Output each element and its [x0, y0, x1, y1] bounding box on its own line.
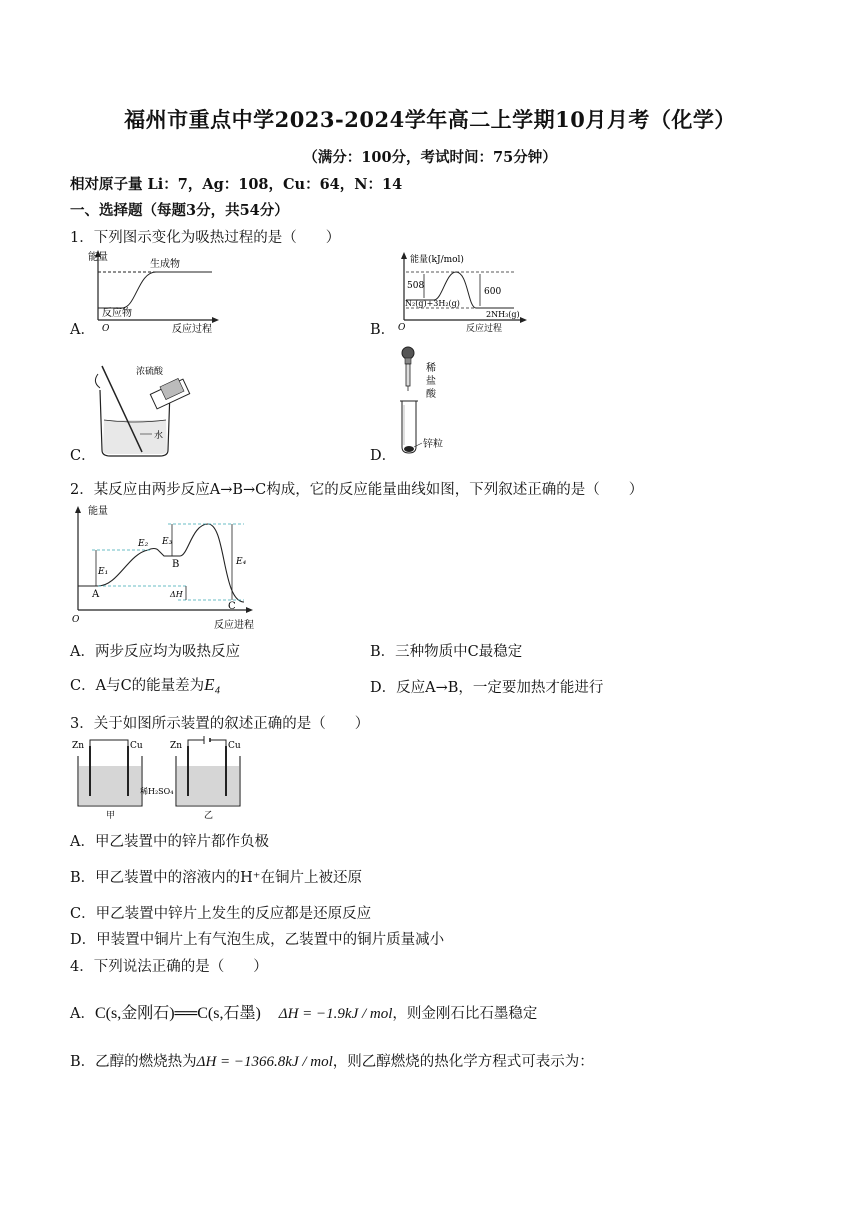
q1-option-a-label: A． [70, 322, 95, 338]
q4-option-a [70, 1000, 537, 1023]
q4-option-b-text: B．乙醇的燃烧热为 [70, 1054, 197, 1070]
q3-acid: 稀H₂SO₄ [140, 787, 174, 796]
q2-option-c-text: C．A与C的能量差为 [70, 678, 205, 694]
page-title: 福州市重点中学2023-2024学年高二上学期10月月考（化学） [124, 107, 736, 132]
q1d-acid-1: 稀 [426, 363, 436, 374]
q3-yi: 乙 [204, 811, 214, 821]
q1b-600: 600 [484, 287, 502, 297]
q4-stem: 4．下列说法正确的是（ ） [70, 959, 268, 975]
q1a-reactant: 反应物 [102, 308, 132, 319]
q1c-acid: 浓硫酸 [136, 367, 164, 377]
q2-e2: E₂ [138, 539, 149, 549]
q2-stem: 2．某反应由两步反应A→B→C构成，它的反应能量曲线如图，下列叙述正确的是（ ） [70, 482, 644, 498]
q1-figure-c [90, 360, 200, 460]
q4-option-a-enthalpy: ΔH = −1.9kJ / mol [278, 1006, 393, 1022]
q1-option-d-label: D． [370, 448, 397, 464]
q3-jia: 甲 [106, 811, 116, 821]
q2-origin: O [72, 615, 80, 625]
q1-stem: 1．下列图示变化为吸热过程的是（ ） [70, 230, 341, 246]
q1a-y-label: 能量 [88, 252, 108, 263]
q2-e1: E₁ [98, 567, 109, 577]
q1d-acid-3: 酸 [426, 389, 436, 400]
q1b-origin: O [398, 323, 406, 333]
q1-figure-d [396, 345, 476, 457]
q2-option-b: B．三种物质中C最稳定 [370, 644, 523, 660]
q3-zn-1: Zn [72, 741, 85, 751]
q4-option-a-tail: ，则金刚石比石墨稳定 [392, 1006, 538, 1022]
q2-option-a: A．两步反应均为吸热反应 [70, 644, 240, 660]
q2-label-c: C [228, 601, 236, 612]
q1-option-b-label: B． [370, 322, 396, 338]
q1b-508: 508 [407, 281, 425, 291]
q1-figure-a [88, 248, 228, 334]
q3-cu-2: Cu [228, 741, 241, 751]
q2-x-label: 反应进程 [214, 620, 254, 631]
q2-y-label: 能量 [88, 506, 108, 517]
q1d-zinc: 锌粒 [423, 439, 443, 450]
q2-dh: ΔH [170, 590, 183, 599]
q1a-product: 生成物 [150, 259, 180, 270]
q3-cu-1: Cu [130, 741, 143, 751]
q2-label-b: B [172, 559, 180, 570]
q2-e4: E₄ [236, 557, 247, 567]
q3-stem: 3．关于如图所示装置的叙述正确的是（ ） [70, 716, 370, 732]
q2-label-a: A [92, 589, 100, 600]
q3-option-a: A．甲乙装置中的锌片都作负极 [70, 834, 269, 850]
q2-option-d: D．反应A→B，一定要加热才能进行 [370, 680, 604, 696]
q3-zn-2: Zn [170, 741, 183, 751]
q3-option-c: C．甲乙装置中锌片上发生的反应都是还原反应 [70, 906, 372, 922]
q1b-products: 2NH₃(g) [486, 310, 520, 319]
q2-figure [68, 504, 268, 632]
q1b-y-label: 能量(kJ/mol) [410, 255, 464, 265]
q1-option-c-label: C． [70, 448, 96, 464]
q4-option-a-equation: C(s,金刚石)══C(s,石墨) [94, 1005, 261, 1022]
q1c-water: 水 [154, 431, 164, 441]
q1-figure-b [394, 250, 534, 336]
q1b-x-label: 反应过程 [466, 324, 503, 334]
q3-figure [70, 736, 250, 824]
q2-option-c [70, 674, 220, 695]
q4-option-b-tail: ，则乙醇燃烧的热化学方程式可表示为： [332, 1054, 594, 1070]
q4-option-b-enthalpy: ΔH = −1366.8kJ / mol [196, 1054, 333, 1070]
q4-option-a-label: A． [70, 1006, 95, 1022]
q4-option-b [70, 1050, 594, 1071]
q2-option-c-math: E₄ [204, 675, 221, 694]
atomic-masses: 相对原子量 Li：7，Ag：108，Cu：64，N：14 [70, 176, 403, 193]
q3-option-d: D．甲装置中铜片上有气泡生成，乙装置中的铜片质量减小 [70, 932, 445, 948]
section-heading: 一、选择题（每题3分，共54分） [70, 202, 289, 219]
q1d-acid-2: 盐 [426, 376, 436, 387]
exam-info: （满分：100分，考试时间：75分钟） [303, 149, 557, 166]
q1a-x-label: 反应过程 [172, 324, 212, 334]
q3-option-b: B．甲乙装置中的溶液内的H⁺在铜片上被还原 [70, 870, 362, 886]
q1a-origin: O [102, 324, 110, 334]
q2-e3: E₃ [162, 537, 173, 547]
q1b-reactants: N₂(g)+3H₂(g) [405, 299, 460, 308]
